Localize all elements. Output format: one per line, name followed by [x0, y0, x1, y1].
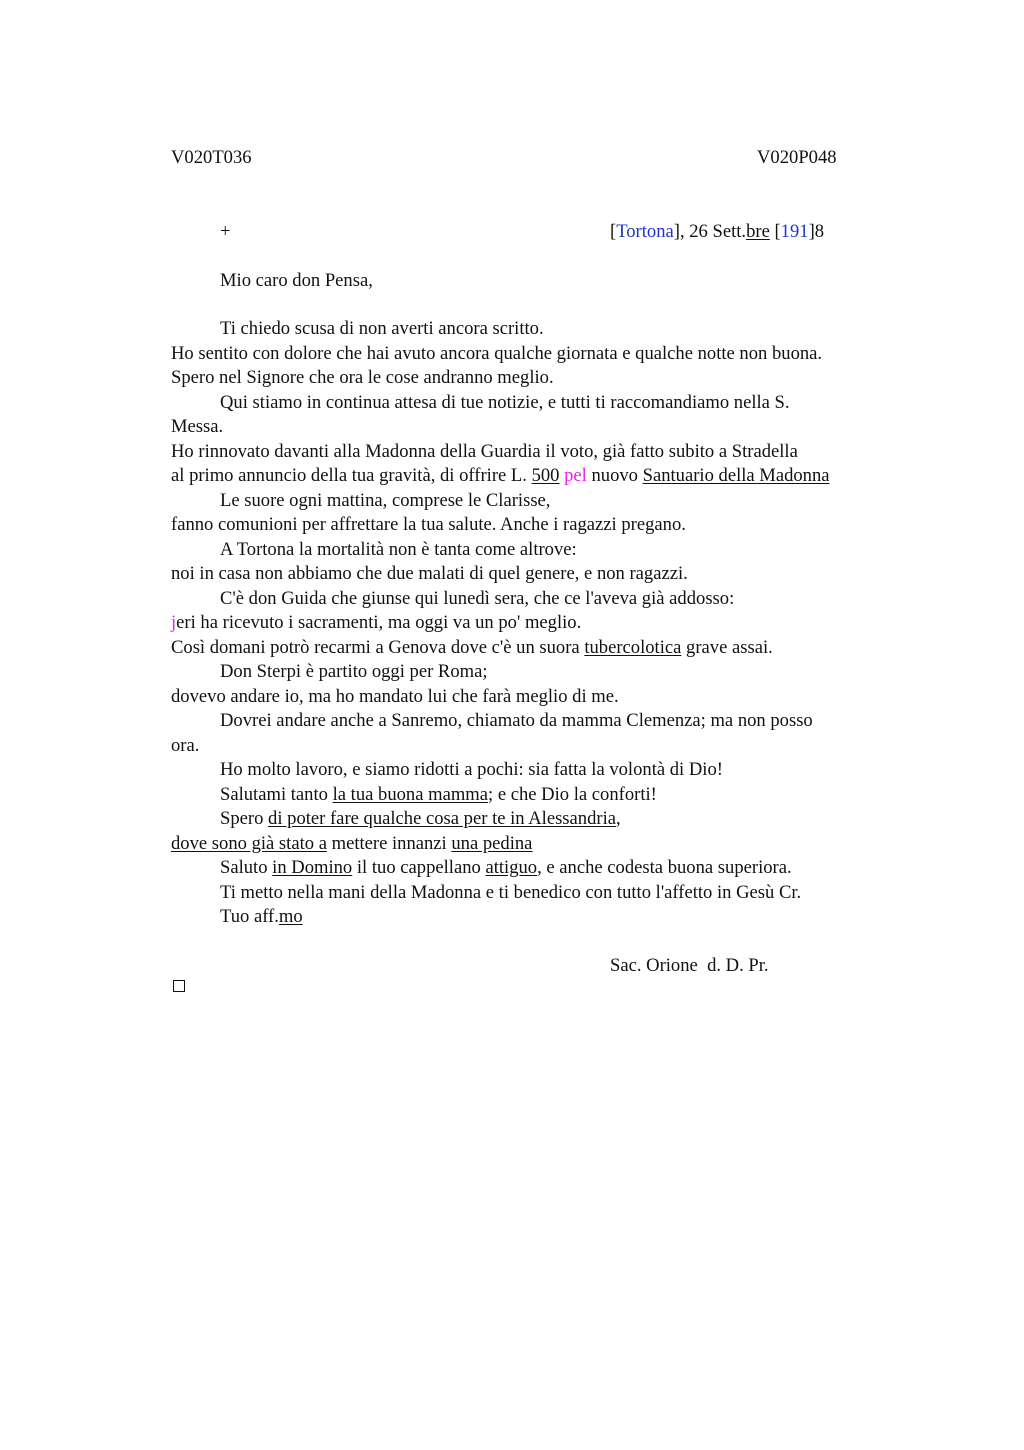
end-mark-icon: [173, 980, 185, 992]
body-line: Le suore ogni mattina, comprese le Clarisse,: [220, 490, 551, 511]
correction: j: [171, 612, 177, 633]
bracket: [: [610, 221, 617, 242]
place-name: Tortona: [616, 221, 674, 242]
body-line: [171, 636, 773, 661]
document-code-right: V020P048: [757, 147, 837, 168]
body-line: dovevo andare io, ma ho mandato lui che farà meglio di me.: [171, 686, 619, 707]
text: Spero: [220, 808, 269, 829]
body-line: Dovrei andare anche a Sanremo, chiamato da mamma Clemenza; ma non posso: [220, 710, 813, 731]
signature: Sac. Orione d. D. Pr.: [610, 955, 769, 976]
underlined-text: dove sono già stato a: [171, 833, 327, 854]
body-line: [220, 856, 792, 881]
text: Saluto: [220, 857, 273, 878]
underlined-text: una pedina: [451, 833, 533, 854]
text: , e anche codesta buona superiora.: [537, 857, 792, 878]
body-line: ora.: [171, 735, 200, 756]
amount: 500: [531, 465, 560, 486]
underlined-text: tubercolotica: [584, 637, 682, 658]
body-line: [171, 464, 830, 489]
body-line: Ho molto lavoro, e siamo ridotti a pochi: sia fatta la volontà di Dio!: [220, 759, 723, 780]
body-line: Ti chiedo scusa di non averti ancora scritto.: [220, 318, 544, 339]
body-line: Ho sentito con dolore che hai avuto ancora qualche giornata e qualche notte non buona.: [171, 343, 823, 364]
body-line: fanno comunioni per affrettare la tua salute. Anche i ragazzi pregano.: [171, 514, 686, 535]
body-line: C'è don Guida che giunse qui lunedì sera, che ce l'aveva già addosso:: [220, 588, 735, 609]
underlined-text: attiguo: [485, 857, 538, 878]
body-line: [220, 807, 621, 832]
body-line: noi in casa non abbiamo che due malati di quel genere, e non ragazzi.: [171, 563, 688, 584]
body-line: Ho rinnovato davanti alla Madonna della Guardia il voto, già fatto subito a Stradella: [171, 441, 798, 462]
text: mettere innanzi: [326, 833, 452, 854]
body-line: Messa.: [171, 416, 224, 437]
body-line: [220, 783, 657, 808]
date-text: ], 26 Sett.: [673, 221, 747, 242]
text: grave assai.: [681, 637, 773, 658]
document-code-left: V020T036: [171, 147, 252, 168]
text: eri ha ricevuto i sacramenti, ma oggi va un po' meglio.: [176, 612, 582, 633]
dateline: [610, 220, 824, 245]
text: ; e che Dio la conforti!: [488, 784, 657, 805]
body-line: Don Sterpi è partito oggi per Roma;: [220, 661, 488, 682]
underlined-text: mo: [278, 906, 303, 927]
salutation: Mio caro don Pensa,: [220, 270, 373, 291]
underlined-text: la tua buona mamma: [332, 784, 489, 805]
body-line: Spero nel Signore che ora le cose andranno meglio.: [171, 367, 554, 388]
year-end: ]8: [808, 221, 825, 242]
closing: [220, 905, 303, 930]
body-line: [171, 611, 581, 636]
correction: pel: [564, 465, 587, 486]
text: Salutami tanto: [220, 784, 333, 805]
body-line: [171, 832, 532, 857]
body-line: Ti metto nella mani della Madonna e ti benedico con tutto l'affetto in Gesù Cr.: [220, 882, 802, 903]
body-line: Qui stiamo in continua attesa di tue notizie, e tutti ti raccomandiamo nella S.: [220, 392, 790, 413]
text: nuovo: [586, 465, 643, 486]
underlined-text: in Domino: [272, 857, 353, 878]
underlined-text: Santuario della Madonna: [642, 465, 830, 486]
text: il tuo cappellano: [352, 857, 486, 878]
text: al primo annuncio della tua gravità, di offrire L.: [171, 465, 532, 486]
cross-symbol: +: [220, 221, 231, 242]
year-editorial: 191: [780, 221, 809, 242]
text: Così domani potrò recarmi a Genova dove c'è un suora: [171, 637, 585, 658]
underlined-text: di poter fare qualche cosa per te in Alessandria: [268, 808, 617, 829]
text: Tuo aff.: [220, 906, 279, 927]
body-line: A Tortona la mortalità non è tanta come altrove:: [220, 539, 577, 560]
date-space: [: [769, 221, 781, 242]
month-suffix: bre: [746, 221, 770, 242]
text: ,: [616, 808, 621, 829]
